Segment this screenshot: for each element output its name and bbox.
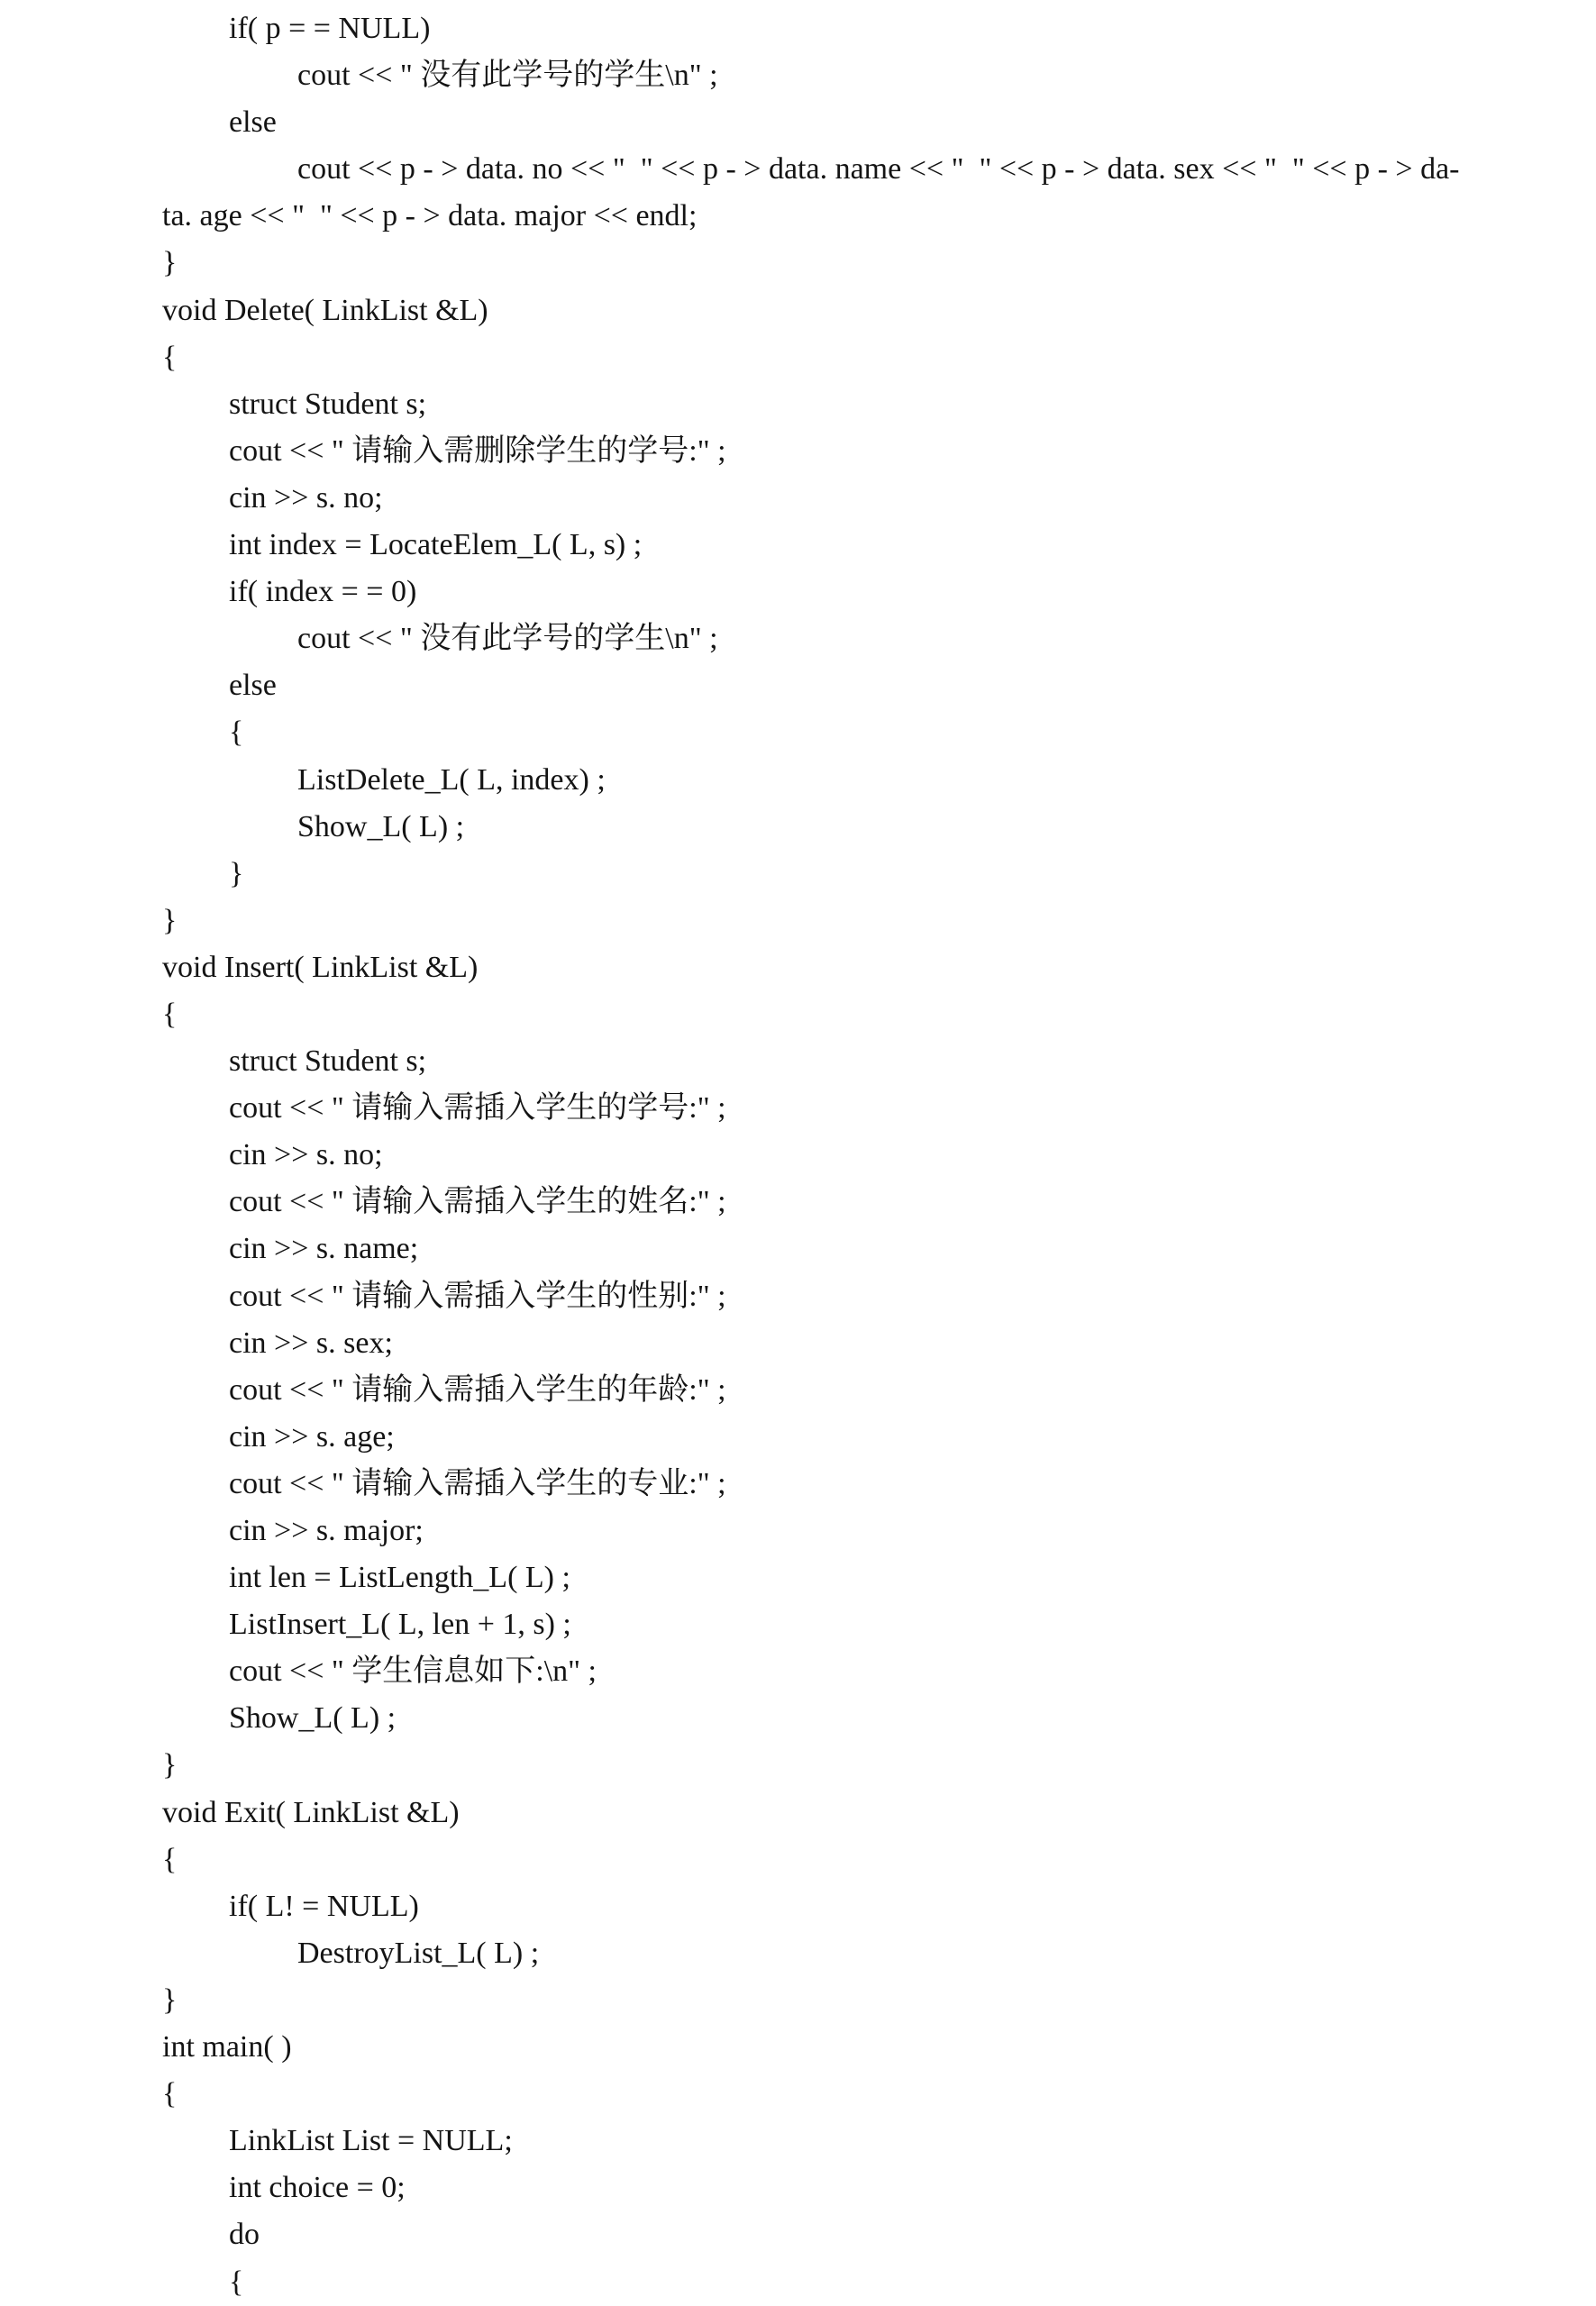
code-listing — [162, 5, 1586, 2306]
code-line: ListInsert_L( L, len + 1, s) ; — [229, 1608, 571, 1642]
code-line: } — [162, 1748, 178, 1782]
code-line: cout << " 请输入需插入学生的学号:" ; — [229, 1091, 726, 1126]
code-line: else — [229, 669, 277, 703]
code-line: ListDelete_L( L, index) ; — [297, 762, 606, 797]
code-line: LinkList List = NULL; — [229, 2124, 513, 2158]
code-line: cout << " 请输入需插入学生的性别:" ; — [229, 1279, 726, 1313]
code-line: } — [162, 903, 178, 937]
code-line: } — [229, 856, 244, 890]
code-line: int main( ) — [162, 2030, 292, 2064]
code-line: if( index = = 0) — [229, 575, 417, 609]
code-line: struct Student s; — [229, 387, 427, 421]
code-line: { — [162, 2077, 178, 2111]
code-line: if( p = = NULL) — [229, 12, 431, 45]
code-line: void Exit( LinkList &L) — [162, 1795, 460, 1829]
code-line: cout << " 请输入需删除学生的学号:" ; — [229, 433, 726, 468]
code-line: do — [229, 2218, 260, 2252]
code-line: cin >> s. major; — [229, 1514, 424, 1547]
code-line: cin >> s. no; — [229, 480, 383, 515]
code-line: void Insert( LinkList &L) — [162, 950, 479, 984]
code-line: { — [162, 1842, 178, 1876]
code-line: Show_L( L) ; — [297, 809, 465, 843]
code-line: cout << " 没有此学号的学生\n" ; — [297, 622, 718, 656]
code-line: cin >> s. age; — [229, 1419, 395, 1454]
code-line: cout << " 没有此学号的学生\n" ; — [297, 59, 718, 93]
code-line: int choice = 0; — [229, 2171, 406, 2205]
code-line: cout << p - > data. no << " " << p - > data. name << " " << p - > data. sex << " " << p - > da- — [297, 152, 1460, 187]
code-line: cout << " 请输入需插入学生的专业:" ; — [229, 1466, 726, 1500]
code-line: if( L! = NULL) — [229, 1889, 419, 1923]
code-line: void Delete( LinkList &L) — [162, 293, 488, 327]
code-line: { — [229, 715, 244, 750]
code-line: cout << " 学生信息如下:\n" ; — [229, 1654, 597, 1689]
code-line: int index = LocateElem_L( L, s) ; — [229, 528, 643, 562]
code-line: cout << " 请输入需插入学生的年龄:" ; — [229, 1372, 726, 1407]
code-line: { — [229, 2265, 244, 2299]
code-line: cin >> s. name; — [229, 1232, 419, 1266]
code-line: Show_L( L) ; — [229, 1701, 397, 1736]
code-line: else — [229, 105, 277, 140]
code-line: DestroyList_L( L) ; — [297, 1936, 540, 1970]
code-line: } — [162, 1982, 178, 2017]
code-line: cout << " 请输入需插入学生的姓名:" ; — [229, 1185, 726, 1219]
code-line: { — [162, 340, 178, 374]
code-line: cin >> s. no; — [229, 1138, 383, 1172]
code-line: } — [162, 246, 178, 280]
code-line: struct Student s; — [229, 1044, 427, 1079]
code-line: cin >> s. sex; — [229, 1326, 393, 1360]
code-line: { — [162, 997, 178, 1031]
code-line: int len = ListLength_L( L) ; — [229, 1561, 570, 1595]
code-line: ta. age << " " << p - > data. major << endl; — [162, 199, 698, 233]
